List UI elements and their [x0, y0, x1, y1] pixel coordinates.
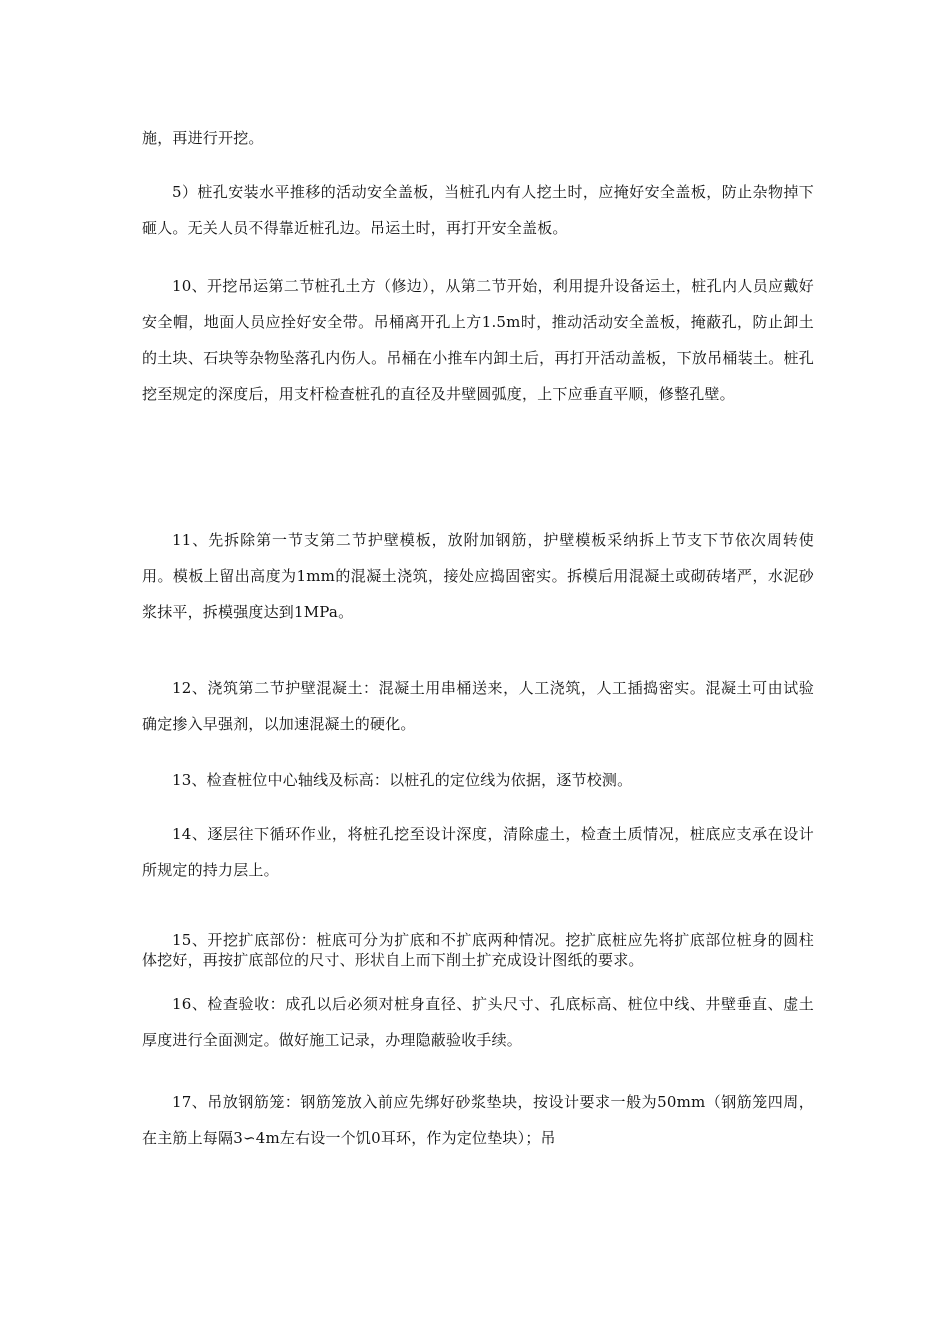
paragraph-item-13: 13、检查桩位中心轴线及标高：以桩孔的定位线为依据，逐节校测。	[172, 771, 633, 789]
paragraph-item-17: 17、吊放钢筋笼：钢筋笼放入前应先绑好砂浆垫块，按设计要求一般为50mm（钢筋笼四周，在主筋上每隔3∽4m左右设一个饥0耳环，作为定位垫块）；吊	[142, 1093, 814, 1147]
paragraph-item-16: 16、检查验收：成孔以后必须对桩身直径、扩头尺寸、孔底标高、桩位中线、井壁垂直、虚土厚度进行全面测定。做好施工记录，办理隐蔽验收手续。	[142, 995, 814, 1049]
paragraph-item-15: 15、开挖扩底部份：桩底可分为扩底和不扩底两种情况。挖扩底桩应先将扩底部位桩身的圆柱体挖好，再按扩底部位的尺寸、形状自上而下削土扩充成设计图纸的要求。	[142, 931, 814, 969]
paragraph-continuation: 施，再进行开挖。	[142, 129, 264, 147]
paragraph-item-12: 12、浇筑第二节护壁混凝土：混凝土用串桶送来，人工浇筑，人工插捣密实。混凝土可由试验确定掺入早强剂，以加速混凝土的硬化。	[142, 679, 814, 733]
paragraph-item-11: 11、先拆除第一节支第二节护壁模板，放附加钢筋，护壁模板采纳拆上节支下节依次周转使用。模板上留出高度为1mm的混凝土浇筑，接处应捣固密实。拆模后用混凝土或砌砖堵严，水泥砂浆抹平，拆模强度达到1MPa。	[142, 531, 814, 621]
paragraph-item-5: 5）桩孔安装水平推移的活动安全盖板，当桩孔内有人挖土时，应掩好安全盖板，防止杂物掉下砸人。无关人员不得靠近桩孔边。吊运土时，再打开安全盖板。	[142, 183, 814, 237]
paragraph-item-14: 14、逐层往下循环作业，将桩孔挖至设计深度，清除虚土，检查土质情况，桩底应支承在设计所规定的持力层上。	[142, 825, 814, 879]
paragraph-item-10: 10、开挖吊运第二节桩孔土方（修边），从第二节开始，利用提升设备运土，桩孔内人员应戴好安全帽，地面人员应拴好安全带。吊桶离开孔上方1.5m时，推动活动安全盖板，掩蔽孔，防止卸土的土块、石块等杂物坠落孔内伤人。吊桶在小推车内卸土后，再打开活动盖板，下放吊桶装土。桩孔挖至规定的深度后，用支杆检查桩孔的直径及井壁圆弧度，上下应垂直平顺，修整孔壁。	[142, 277, 814, 403]
